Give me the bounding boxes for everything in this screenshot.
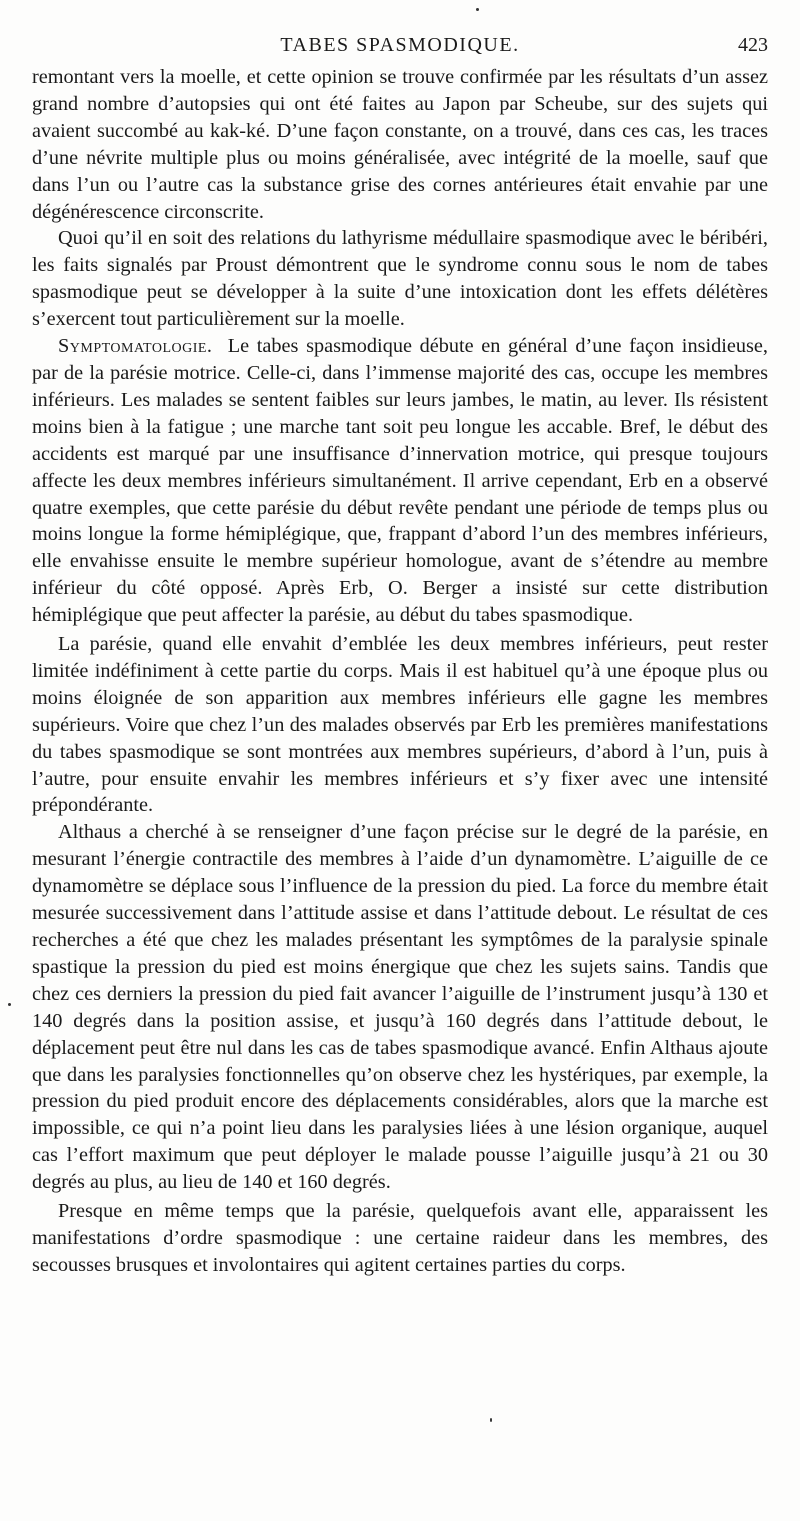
ink-speck [476,8,479,11]
running-title: TABES SPASMODIQUE. [280,34,520,56]
paragraph-text: Le tabes spasmodique débute en général d’une façon insidieuse, par de la parésie motrice. Celle-ci, dans l’immense majorité des cas, occupe les membres inférieurs. Les malades se sentent faibles sur leurs jambes, le matin, au lever. Ils résistent moins bien à la fatigue ; une marche tant soit peu longue les accable. Bref, le début des accidents est marqué par une insuffisance d’innervation motrice, qui presque toujours affecte les deux membres inférieurs simultanément. Il arrive cependant, Erb en a observé quatre exemples, que cette parésie du début revête pendant une période de temps plus ou moins longue la forme hémiplégique, que, frappant d’abord l’un des membres inférieurs, elle envahisse ensuite le membre supérieur homologue, avant de s’étendre au membre inférieur du côté opposé. Après Erb, O. Berger a insisté sur cette distribution hémiplégique que peut affecter la parésie, au début du tabes spasmodique. [32,335,768,627]
paragraph: Althaus a cherché à se renseigner d’une façon précise sur le degré de la parésie, en mesurant l’énergie contractile des membres à l’aide d’un dynamomètre. L’aiguille de ce dynamomètre se déplace sous l’influence de la pression du pied. La force du membre était mesurée successivement dans l’attitude assise et dans l’attitude debout. Le résultat de ces recherches a été que chez les malades présentant les symptômes de la paralysie spinale spastique la pression du pied est moins énergique que chez les sujets sains. Tandis que chez ces derniers la pression du pied fait avancer l’aiguille de l’instrument jusqu’à 130 et 140 degrés dans la position assise, et jusqu’à 160 degrés dans l’attitude debout, le déplacement peut être nul dans les cas de tabes spasmodique avancé. Enfin Althaus ajoute que dans les paralysies fonctionnelles qu’on observe chez les hystériques, par exemple, la pression du pied produit encore des déplacements considérables, alors que la marche est impossible, ce qui n’a point lieu dans les paralysies liées à une lésion organique, auquel cas l’effort maximum que peut déployer le malade pousse l’aiguille jusqu’à 21 ou 30 degrés au plus, au lieu de 140 et 160 degrés. [32,821,768,1194]
paragraph-symptomatologie [32,333,768,629]
ink-speck [490,1418,492,1422]
paragraph: Presque en même temps que la parésie, quelquefois avant elle, apparaissent les manifestations d’ordre spasmodique : une certaine raideur dans les membres, des secousses brusques et involontaires qui agitent certaines parties du corps. [32,1200,768,1276]
body-text [32,64,768,1279]
paragraph: remontant vers la moelle, et cette opinion se trouve confirmée par les résultats d’un assez grand nombre d’autopsies qui ont été faites au Japon par Scheube, sur des sujets qui avaient succombé au kak-ké. D’une façon constante, on a trouvé, dans ces cas, les traces d’une névrite multiple plus ou moins généralisée, avec intégrité de la moelle, sauf que dans l’un ou l’autre cas la substance grise des cornes antérieures était envahie par une dégénérescence circonscrite. [32,66,768,223]
page-number: 423 [738,34,768,56]
section-heading: Symptomatologie. [58,335,213,358]
page-header [32,34,768,64]
paragraph: La parésie, quand elle envahit d’emblée les deux membres inférieurs, peut rester limitée indéfiniment à cette partie du corps. Mais il est habituel qu’à une époque plus ou moins éloignée de son apparition aux membres inférieurs elle gagne les membres supérieurs. Voire que chez l’un des malades observés par Erb les premières manifestations du tabes spasmodique se sont montrées aux membres supérieurs, d’abord à l’un, puis à l’autre, pour ensuite envahir les membres inférieurs et s’y fixer avec une intensité prépondérante. [32,633,768,817]
paragraph: Quoi qu’il en soit des relations du lathyrisme médullaire spasmodique avec le béribéri, les faits signalés par Proust démontrent que le syndrome connu sous le nom de tabes spasmodique peut se développer à la suite d’une intoxication dont les effets délétères s’exercent tout particulièrement sur la moelle. [32,227,768,331]
ink-speck [8,1003,11,1006]
